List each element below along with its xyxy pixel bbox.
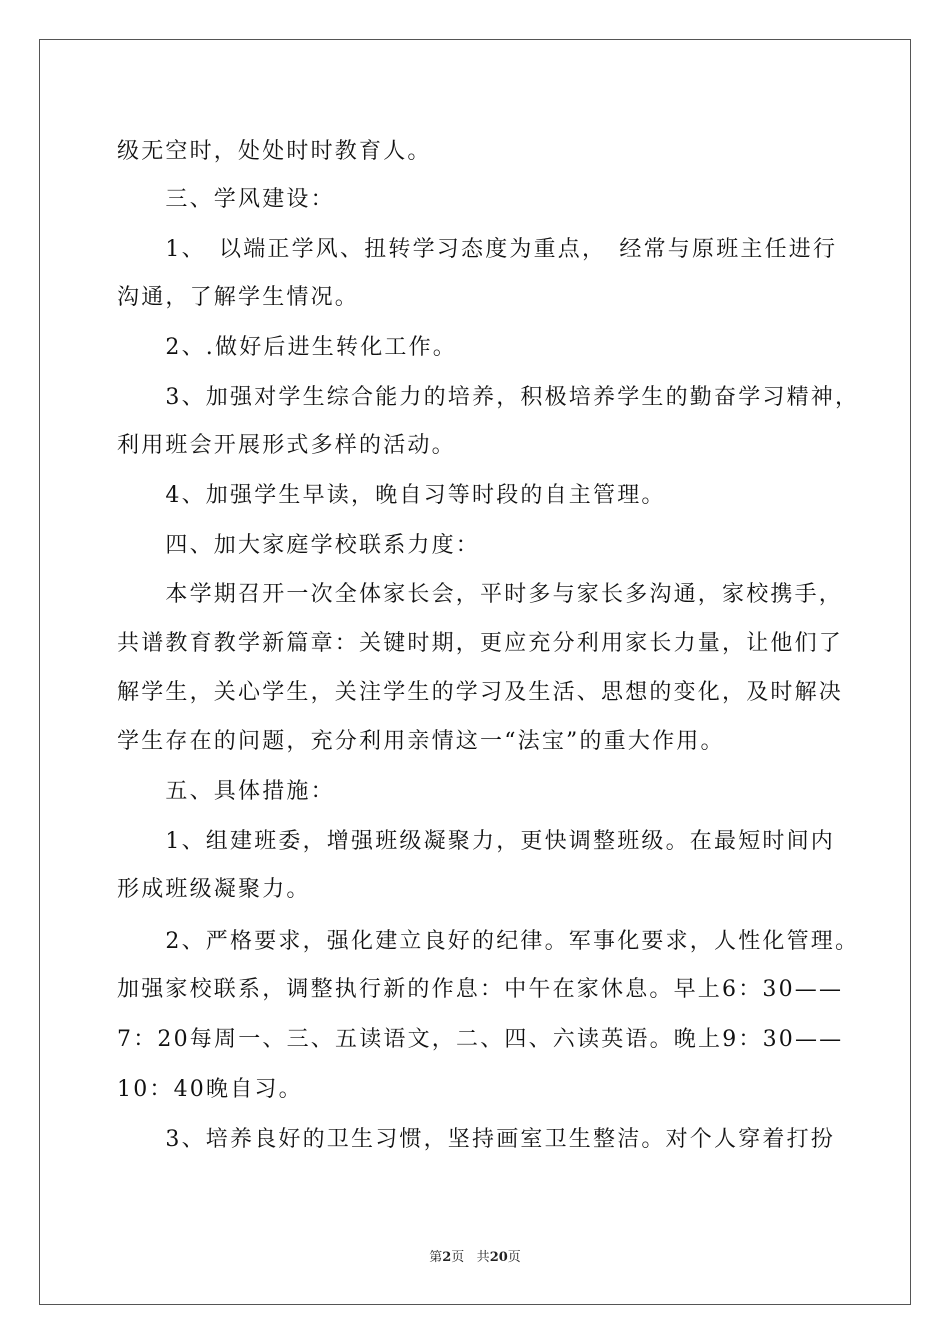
page-suffix: 页 bbox=[451, 1250, 465, 1265]
section-heading: 四、加大家庭学校联系力度： bbox=[117, 533, 481, 558]
section-heading: 三、学风建设： bbox=[117, 187, 335, 212]
text-line: 形成班级凝聚力。 bbox=[117, 877, 311, 902]
page-footer bbox=[0, 1246, 950, 1265]
text-line: 2、.做好后进生转化工作。 bbox=[117, 335, 457, 360]
text-line: 解学生，关心学生，关注学生的学习及生活、思想的变化，及时解决 bbox=[117, 680, 844, 705]
page-number: 2 bbox=[442, 1250, 452, 1265]
text-line: 沟通，了解学生情况。 bbox=[117, 285, 360, 310]
text-line: 利用班会开展形式多样的活动。 bbox=[117, 433, 456, 458]
text-line: 2、严格要求，强化建立良好的纪律。军事化要求，人性化管理。 bbox=[117, 929, 860, 954]
text-line: 3、加强对学生综合能力的培养，积极培养学生的勤奋学习精神， bbox=[117, 385, 860, 410]
text-line: 学生存在的问题，充分利用亲情这一“法宝”的重大作用。 bbox=[117, 729, 725, 754]
page-prefix: 第 bbox=[429, 1250, 443, 1265]
text-line: 本学期召开一次全体家长会，平时多与家长多沟通，家校携手， bbox=[117, 582, 844, 607]
text-line: 级无空时，处处时时教育人。 bbox=[117, 139, 432, 164]
total-prefix: 共 bbox=[476, 1250, 490, 1265]
text-line: 加强家校联系，调整执行新的作息：中午在家休息。早上6：30—— bbox=[117, 977, 844, 1002]
text-line: 7：20每周一、三、五读语文，二、四、六读英语。晚上9：30—— bbox=[117, 1027, 844, 1052]
text-line: 1、 以端正学风、扭转学习态度为重点， 经常与原班主任进行 bbox=[117, 237, 838, 262]
text-line: 共谱教育教学新篇章：关键时期，更应充分利用家长力量，让他们了 bbox=[117, 631, 844, 656]
total-pages: 20 bbox=[489, 1250, 508, 1265]
section-heading: 五、具体措施： bbox=[117, 779, 335, 804]
text-line: 4、加强学生早读，晚自习等时段的自主管理。 bbox=[117, 483, 666, 508]
text-line: 3、培养良好的卫生习惯，坚持画室卫生整洁。对个人穿着打扮 bbox=[117, 1127, 835, 1152]
text-line: 10：40晚自习。 bbox=[117, 1077, 303, 1102]
text-line: 1、组建班委，增强班级凝聚力，更快调整班级。在最短时间内 bbox=[117, 829, 835, 854]
total-suffix: 页 bbox=[507, 1250, 521, 1265]
